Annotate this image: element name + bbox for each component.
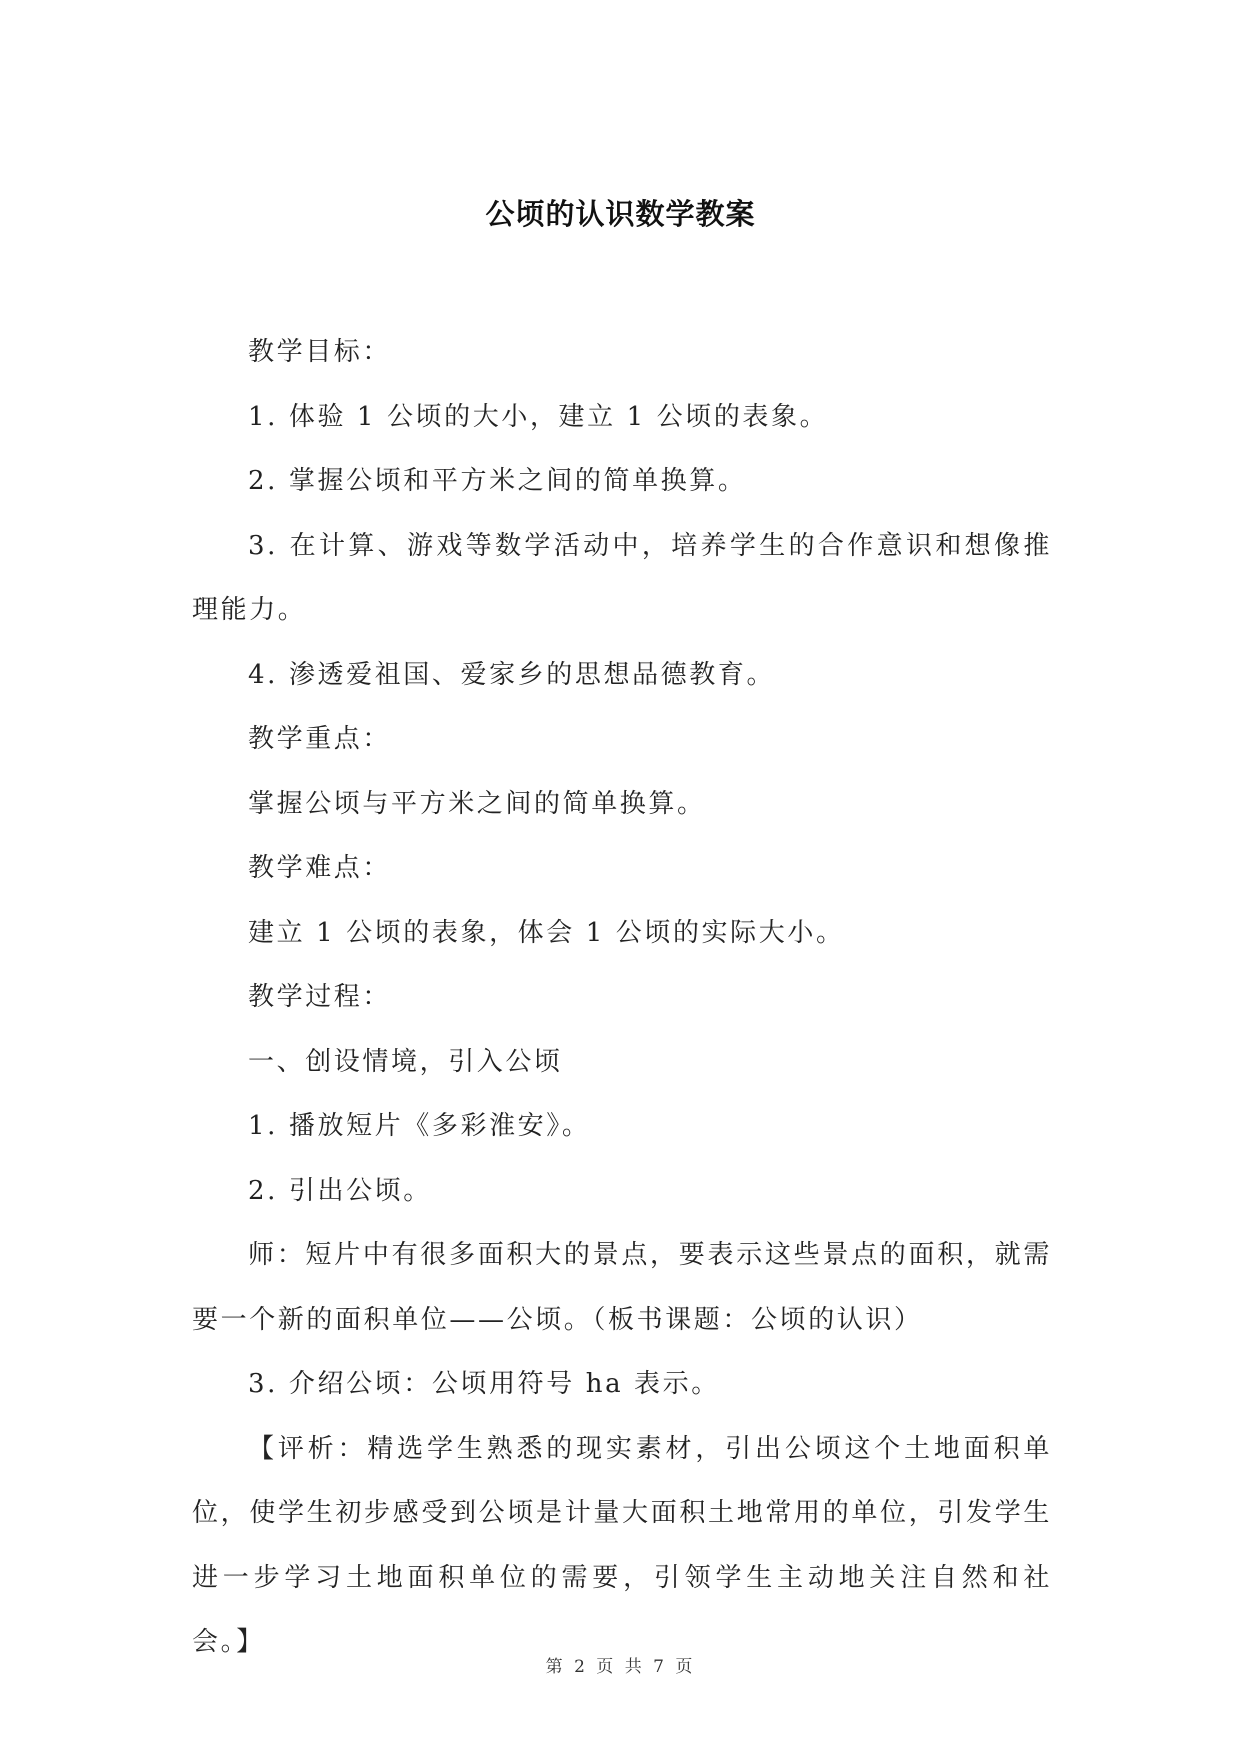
- section-heading-process: 教学过程：: [248, 982, 392, 1012]
- objective-item-4: 4. 渗透爱祖国、爱家乡的思想品德教育。: [248, 659, 776, 690]
- process-step-heading: 一、创设情境，引入公顷: [248, 1046, 563, 1077]
- key-point-text: 掌握公顷与平方米之间的简单换算。: [248, 788, 706, 819]
- process-item-3: 3. 介绍公顷：公顷用符号 ha 表示。: [248, 1369, 720, 1399]
- document-body: [192, 320, 1052, 1675]
- section-heading-objectives: 教学目标：: [248, 337, 392, 367]
- objective-item-3: 3. 在计算、游戏等数学活动中，培养学生的合作意识和想像推理能力。: [192, 530, 1052, 625]
- section-heading-key-points: 教学重点：: [248, 724, 392, 754]
- section-heading-difficulties: 教学难点：: [248, 853, 392, 883]
- teacher-speech: 师：短片中有很多面积大的景点，要表示这些景点的面积，就需要一个新的面积单位——公顷。（板书课题：公顷的认识）: [192, 1240, 1052, 1335]
- objective-item-1: 1. 体验 1 公顷的大小，建立 1 公顷的表象。: [248, 401, 829, 432]
- process-item-1: 1. 播放短片《多彩淮安》。: [248, 1111, 591, 1141]
- page-footer: 第 2 页 共 7 页: [545, 1657, 696, 1677]
- commentary-note: 【评析：精选学生熟悉的现实素材，引出公顷这个土地面积单位，使学生初步感受到公顷是计量大面积土地常用的单位，引发学生进一步学习土地面积单位的需要，引领学生主动地关注自然和社会。】: [192, 1433, 1052, 1657]
- difficulty-text: 建立 1 公顷的表象，体会 1 公顷的实际大小。: [248, 917, 845, 948]
- objective-item-2: 2. 掌握公顷和平方米之间的简单换算。: [248, 466, 747, 496]
- page-title: 公顷的认识数学教案: [485, 197, 756, 231]
- process-item-2: 2. 引出公顷。: [248, 1175, 432, 1206]
